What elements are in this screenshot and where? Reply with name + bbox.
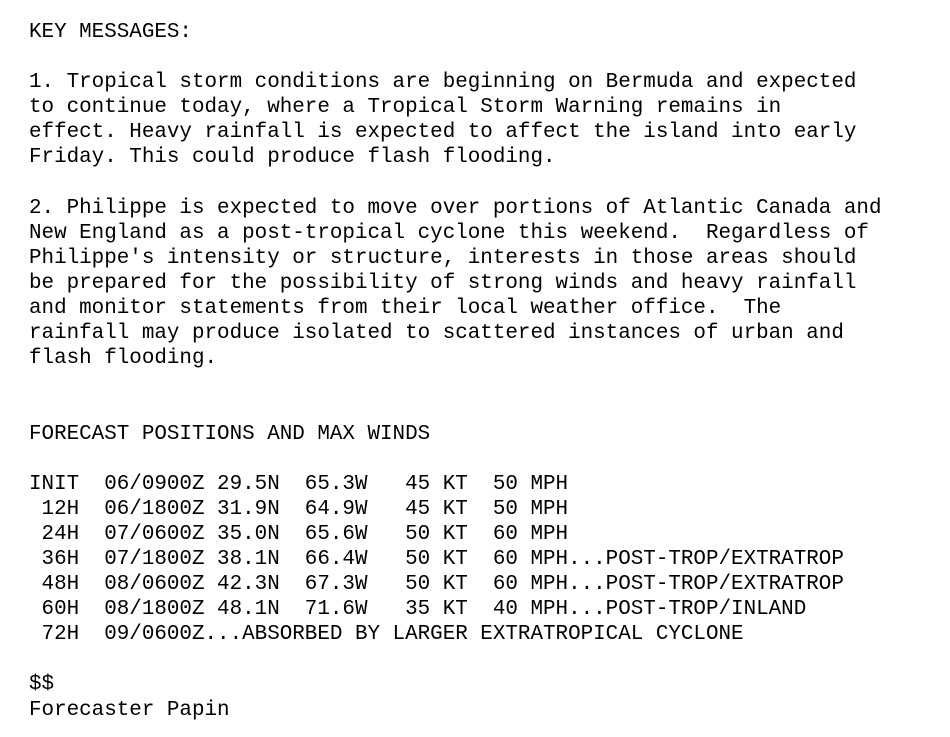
forecast-row: 72H 09/0600Z...ABSORBED BY LARGER EXTRATROPICAL CYCLONE [29,623,744,647]
key-message-2-line: flash flooding. [29,347,218,371]
blank-line [29,396,881,421]
end-marker: $$ [29,673,55,697]
forecast-heading: FORECAST POSITIONS AND MAX WINDS [29,422,431,446]
blank-line [29,447,881,472]
key-message-1-line: Friday. This could produce flash flooding. [29,146,556,170]
key-messages-heading: KEY MESSAGES: [29,21,192,44]
blank-line [29,647,881,672]
key-message-2-line: Philippe's intensity or structure, interests in those areas should [29,246,857,270]
key-message-1-line: to continue today, where a Tropical Storm Warning remains in [29,96,782,120]
key-message-1-line: effect. Heavy rainfall is expected to affect the island into early [29,121,857,145]
forecast-row: 48H 08/0600Z 42.3N 67.3W 50 KT 60 MPH...POST-TROP/EXTRATROP [29,573,844,597]
forecast-row: INIT 06/0900Z 29.5N 65.3W 45 KT 50 MPH [29,472,569,496]
forecaster-signoff: Forecaster Papin [29,698,230,722]
blank-line [29,171,881,196]
advisory-text [29,20,881,723]
forecast-row: 12H 06/1800Z 31.9N 64.9W 45 KT 50 MPH [29,497,569,521]
blank-line [29,45,881,70]
forecast-row: 36H 07/1800Z 38.1N 66.4W 50 KT 60 MPH...POST-TROP/EXTRATROP [29,547,844,571]
forecast-row: 60H 08/1800Z 48.1N 71.6W 35 KT 40 MPH...POST-TROP/INLAND [29,598,807,622]
forecast-row: 24H 07/0600Z 35.0N 65.6W 50 KT 60 MPH [29,522,569,546]
key-message-1-line: 1. Tropical storm conditions are beginning on Bermuda and expected [29,71,857,95]
key-message-2-line: and monitor statements from their local weather office. The [29,297,782,321]
key-message-2-line: rainfall may produce isolated to scattered instances of urban and [29,322,844,346]
key-message-2-line: be prepared for the possibility of strong winds and heavy rainfall [29,271,857,295]
key-message-2-line: 2. Philippe is expected to move over portions of Atlantic Canada and [29,196,882,220]
key-message-2-line: New England as a post-tropical cyclone this weekend. Regardless of [29,221,869,245]
blank-line [29,371,881,396]
